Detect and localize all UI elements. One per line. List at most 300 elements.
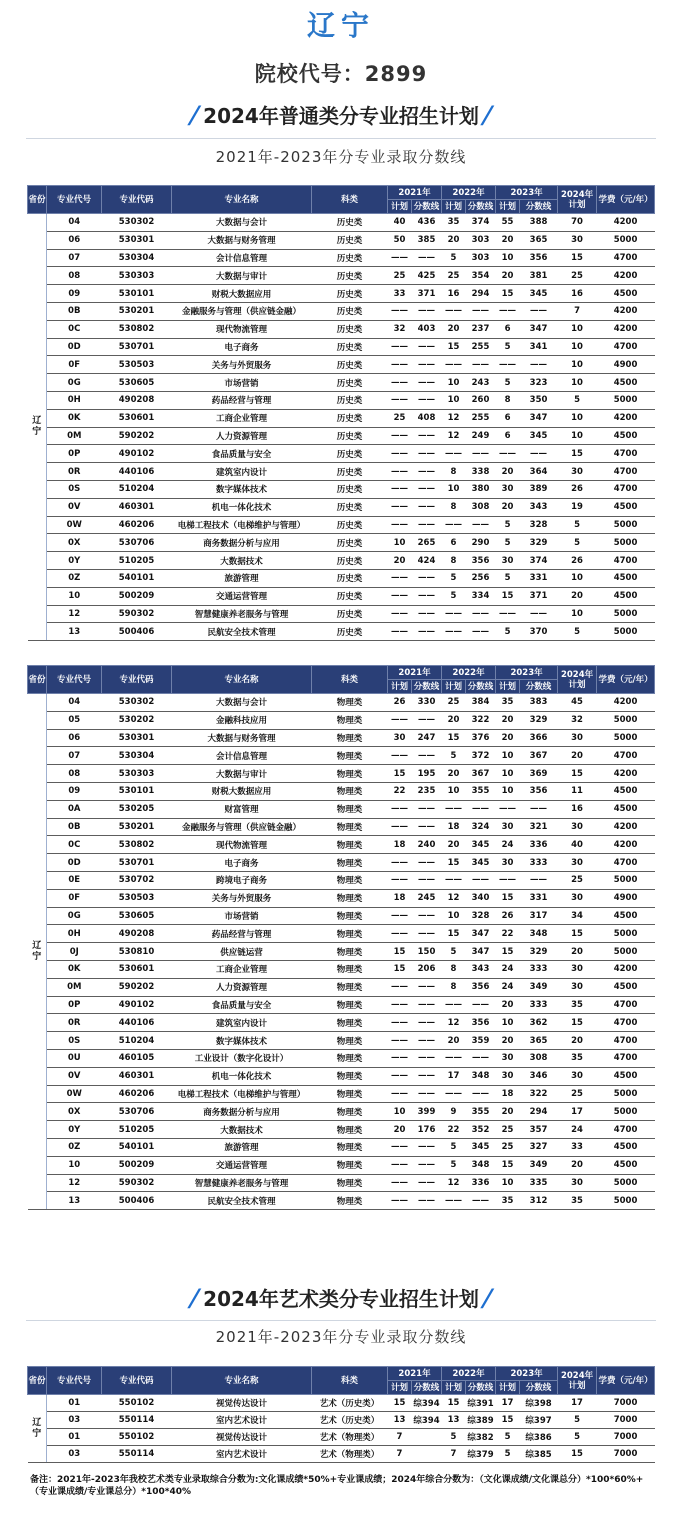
plan-2022-cell: ——	[442, 996, 466, 1014]
plan-2021-cell: 20	[388, 1121, 412, 1139]
plan-2023-cell: 6	[496, 320, 520, 338]
category-cell: 物理类	[312, 960, 388, 978]
plan-2021-cell: ——	[388, 1192, 412, 1210]
plan-2022-cell: 20	[442, 1032, 466, 1050]
header-major-code: 专业代号	[47, 186, 102, 214]
category-cell: 物理类	[312, 925, 388, 943]
table-row	[28, 836, 655, 854]
score-2021-cell: ——	[412, 569, 442, 587]
score-2023-cell: 383	[520, 694, 558, 712]
category-cell: 物理类	[312, 1032, 388, 1050]
score-2022-cell: 334	[466, 587, 496, 605]
header-major-name: 专业名称	[172, 186, 312, 214]
major-id-cell: 530802	[102, 836, 172, 854]
score-2023-cell: 294	[520, 1103, 558, 1121]
major-id-cell: 530304	[102, 249, 172, 267]
major-name-cell: 交通运营管理	[172, 587, 312, 605]
score-2022-cell: 348	[466, 1156, 496, 1174]
plan-2023-cell: 5	[496, 623, 520, 641]
plan-2021-cell: ——	[388, 569, 412, 587]
major-id-cell: 530605	[102, 907, 172, 925]
score-2021-cell: 176	[412, 1121, 442, 1139]
category-cell: 艺术（物理类）	[312, 1429, 388, 1446]
major-name-cell: 财富管理	[172, 800, 312, 818]
plan-2022-cell: 5	[442, 587, 466, 605]
major-code-cell: 0R	[47, 463, 102, 481]
major-name-cell: 商务数据分析与应用	[172, 1103, 312, 1121]
plan-2023-cell: 25	[496, 1121, 520, 1139]
plan-2023-cell: 8	[496, 391, 520, 409]
major-code-cell: 01	[47, 1429, 102, 1446]
score-2021-cell: ——	[412, 445, 442, 463]
score-2022-cell: 356	[466, 1014, 496, 1032]
plan-2024-cell: 20	[558, 1032, 597, 1050]
plan-2023-cell: 6	[496, 427, 520, 445]
table-row	[28, 463, 655, 481]
major-code-cell: 0V	[47, 1067, 102, 1085]
plan-2023-cell: 30	[496, 552, 520, 570]
major-name-cell: 民航安全技术管理	[172, 1192, 312, 1210]
plan-2023-cell: 25	[496, 1138, 520, 1156]
plan-2022-cell: 8	[442, 978, 466, 996]
score-2022-cell: 356	[466, 552, 496, 570]
table-row	[28, 1103, 655, 1121]
score-2021-cell: ——	[412, 374, 442, 392]
plan-2024-cell: 30	[558, 1174, 597, 1192]
major-name-cell: 旅游管理	[172, 569, 312, 587]
score-2021-cell: 245	[412, 889, 442, 907]
major-id-cell: 530702	[102, 871, 172, 889]
general-section-subtitle: 2021年-2023年分专业录取分数线	[215, 148, 467, 166]
plan-2023-cell: 20	[496, 1032, 520, 1050]
plan-2024-cell: 20	[558, 587, 597, 605]
fee-cell: 4200	[597, 267, 655, 285]
table-row	[28, 800, 655, 818]
fee-cell: 4200	[597, 409, 655, 427]
plan-2021-cell: 32	[388, 320, 412, 338]
major-code-cell: 12	[47, 1174, 102, 1192]
major-id-cell: 550102	[102, 1395, 172, 1412]
score-2022-cell: 综382	[466, 1429, 496, 1446]
category-cell: 历史类	[312, 463, 388, 481]
plan-2022-cell: 20	[442, 836, 466, 854]
plan-2021-cell: 10	[388, 1103, 412, 1121]
category-cell: 历史类	[312, 480, 388, 498]
score-2021-cell: 206	[412, 960, 442, 978]
plan-2023-cell: 17	[496, 1395, 520, 1412]
major-code-cell: 10	[47, 587, 102, 605]
plan-2021-cell: ——	[388, 605, 412, 623]
major-code-cell: 0D	[47, 338, 102, 356]
plan-2024-cell: 34	[558, 907, 597, 925]
major-id-cell: 530303	[102, 765, 172, 783]
plan-2022-cell: 15	[442, 338, 466, 356]
plan-2021-cell: ——	[388, 623, 412, 641]
plan-2022-cell: 18	[442, 818, 466, 836]
major-name-cell: 人力资源管理	[172, 978, 312, 996]
plan-2024-cell: 5	[558, 1429, 597, 1446]
plan-2024-cell: 30	[558, 818, 597, 836]
score-2022-cell: 290	[466, 534, 496, 552]
major-name-cell: 关务与外贸服务	[172, 889, 312, 907]
plan-2022-cell: 17	[442, 1067, 466, 1085]
plan-2023-cell: 15	[496, 1412, 520, 1429]
fee-cell: 4700	[597, 249, 655, 267]
plan-2022-cell: 5	[442, 1138, 466, 1156]
major-code-cell: 0S	[47, 1032, 102, 1050]
score-2021-cell: 436	[412, 214, 442, 232]
category-cell: 物理类	[312, 907, 388, 925]
slash-decoration-left: /	[186, 101, 203, 129]
fee-cell: 5000	[597, 623, 655, 641]
plan-2021-cell: 30	[388, 729, 412, 747]
plan-2021-cell: ——	[388, 1049, 412, 1067]
header-major-id: 专业代码	[102, 186, 172, 214]
score-2022-cell: 355	[466, 1103, 496, 1121]
score-2022-cell: 367	[466, 765, 496, 783]
score-2023-cell: ——	[520, 445, 558, 463]
category-cell: 历史类	[312, 302, 388, 320]
major-code-cell: 0Y	[47, 1121, 102, 1139]
plan-2024-cell: 32	[558, 711, 597, 729]
major-id-cell: 530503	[102, 356, 172, 374]
plan-2024-cell: 45	[558, 694, 597, 712]
plan-2024-cell: 7	[558, 302, 597, 320]
score-2022-cell: 347	[466, 943, 496, 961]
plan-2021-cell: ——	[388, 978, 412, 996]
table-row	[28, 516, 655, 534]
score-2023-cell: 345	[520, 427, 558, 445]
header-2024-plan: 2024年计划	[558, 1367, 597, 1395]
plan-2023-cell: 5	[496, 374, 520, 392]
major-name-cell: 智慧健康养老服务与管理	[172, 605, 312, 623]
major-name-cell: 现代物流管理	[172, 320, 312, 338]
category-cell: 物理类	[312, 1049, 388, 1067]
table-row	[28, 267, 655, 285]
major-name-cell: 金融科技应用	[172, 711, 312, 729]
plan-2023-cell: 10	[496, 765, 520, 783]
major-code-cell: 0B	[47, 818, 102, 836]
fee-cell: 4500	[597, 1138, 655, 1156]
header-2023: 2023年	[496, 1367, 558, 1381]
score-2022-cell: 324	[466, 818, 496, 836]
score-2021-cell: ——	[412, 1085, 442, 1103]
score-2023-cell: 349	[520, 1156, 558, 1174]
major-name-cell: 工商企业管理	[172, 960, 312, 978]
plan-2023-cell: 10	[496, 747, 520, 765]
header-province: 省份	[28, 186, 47, 214]
plan-2022-cell: 5	[442, 569, 466, 587]
score-2021-cell: ——	[412, 623, 442, 641]
score-2023-cell: 369	[520, 765, 558, 783]
major-code-cell: 13	[47, 623, 102, 641]
major-code-cell: 13	[47, 1192, 102, 1210]
plan-2024-cell: 33	[558, 1138, 597, 1156]
plan-2024-cell: 10	[558, 374, 597, 392]
table-row	[28, 1429, 655, 1446]
plan-2022-cell: 20	[442, 765, 466, 783]
table-row	[28, 854, 655, 872]
score-2022-cell: 372	[466, 747, 496, 765]
score-2023-cell: 349	[520, 978, 558, 996]
fee-cell: 4500	[597, 978, 655, 996]
category-cell: 历史类	[312, 356, 388, 374]
table-row	[28, 765, 655, 783]
plan-2021-cell: 26	[388, 694, 412, 712]
plan-2022-cell: ——	[442, 516, 466, 534]
category-cell: 历史类	[312, 445, 388, 463]
category-cell: 物理类	[312, 871, 388, 889]
major-id-cell: 460301	[102, 498, 172, 516]
fee-cell: 4200	[597, 765, 655, 783]
plan-2021-cell: ——	[388, 1156, 412, 1174]
fee-cell: 4500	[597, 587, 655, 605]
major-code-cell: 06	[47, 231, 102, 249]
plan-2023-cell: 20	[496, 729, 520, 747]
score-2022-cell: 338	[466, 463, 496, 481]
score-2023-cell: 356	[520, 249, 558, 267]
major-id-cell: 490102	[102, 996, 172, 1014]
plan-2024-cell: 5	[558, 623, 597, 641]
plan-2021-cell: 15	[388, 943, 412, 961]
score-2021-cell: ——	[412, 587, 442, 605]
score-2022-cell: ——	[466, 302, 496, 320]
fee-cell: 4500	[597, 782, 655, 800]
score-2022-cell: 348	[466, 1067, 496, 1085]
score-2022-cell: 综389	[466, 1412, 496, 1429]
fee-cell: 4200	[597, 960, 655, 978]
province-label: 辽宁	[32, 1417, 42, 1439]
table-row	[28, 1156, 655, 1174]
category-cell: 物理类	[312, 996, 388, 1014]
plan-2023-cell: ——	[496, 605, 520, 623]
category-cell: 历史类	[312, 587, 388, 605]
plan-2024-cell: 20	[558, 1156, 597, 1174]
score-2023-cell: 333	[520, 960, 558, 978]
major-id-cell: 460206	[102, 1085, 172, 1103]
score-2023-cell: 346	[520, 1067, 558, 1085]
table-row	[28, 1412, 655, 1429]
plan-2024-cell: 10	[558, 605, 597, 623]
plan-2021-cell: 10	[388, 534, 412, 552]
score-2021-cell: ——	[412, 302, 442, 320]
table-row	[28, 320, 655, 338]
fee-cell: 4700	[597, 747, 655, 765]
plan-2021-cell: ——	[388, 871, 412, 889]
plan-2021-cell: ——	[388, 427, 412, 445]
score-2023-cell: ——	[520, 800, 558, 818]
table-row	[28, 231, 655, 249]
plan-2022-cell: 20	[442, 711, 466, 729]
score-2023-cell: 333	[520, 996, 558, 1014]
plan-2023-cell: 35	[496, 694, 520, 712]
category-cell: 物理类	[312, 1174, 388, 1192]
table-row	[28, 605, 655, 623]
major-name-cell: 工商企业管理	[172, 409, 312, 427]
major-code-cell: 0C	[47, 836, 102, 854]
plan-2023-cell: 20	[496, 463, 520, 481]
major-id-cell: 490208	[102, 391, 172, 409]
major-code-cell: 0X	[47, 1103, 102, 1121]
header-2023: 2023年	[496, 186, 558, 200]
major-id-cell: 530301	[102, 729, 172, 747]
major-id-cell: 530605	[102, 374, 172, 392]
plan-2022-cell: 10	[442, 374, 466, 392]
plan-2023-cell: 24	[496, 978, 520, 996]
plan-2024-cell: 5	[558, 391, 597, 409]
plan-2022-cell: 35	[442, 214, 466, 232]
header-fee: 学费（元/年）	[597, 186, 655, 214]
plan-2023-cell: 18	[496, 1085, 520, 1103]
score-2023-cell: 329	[520, 943, 558, 961]
major-name-cell: 金融服务与管理（供应链金融）	[172, 818, 312, 836]
score-2021-cell: ——	[412, 800, 442, 818]
plan-2023-cell: 24	[496, 836, 520, 854]
plan-2023-cell: ——	[496, 800, 520, 818]
score-2022-cell: 255	[466, 338, 496, 356]
header-2022: 2022年	[442, 186, 496, 200]
table-row	[28, 374, 655, 392]
score-2022-cell: 260	[466, 391, 496, 409]
score-2021-cell: ——	[412, 427, 442, 445]
score-2023-cell: 365	[520, 1032, 558, 1050]
plan-2021-cell: 15	[388, 1395, 412, 1412]
plan-2021-cell: 15	[388, 765, 412, 783]
major-name-cell: 民航安全技术管理	[172, 623, 312, 641]
plan-2022-cell: 12	[442, 409, 466, 427]
score-2023-cell: 356	[520, 782, 558, 800]
plan-2023-cell: 15	[496, 943, 520, 961]
major-code-cell: 10	[47, 1156, 102, 1174]
plan-2021-cell: 20	[388, 552, 412, 570]
plan-2022-cell: 8	[442, 463, 466, 481]
major-name-cell: 交通运营管理	[172, 1156, 312, 1174]
table-row	[28, 747, 655, 765]
plan-2022-cell: 6	[442, 534, 466, 552]
score-2022-cell: 308	[466, 498, 496, 516]
header-major-id: 专业代码	[102, 1367, 172, 1395]
major-name-cell: 关务与外贸服务	[172, 356, 312, 374]
fee-cell: 5000	[597, 1174, 655, 1192]
table-row	[28, 818, 655, 836]
fee-cell: 5000	[597, 1085, 655, 1103]
plan-2023-cell: 5	[496, 569, 520, 587]
major-id-cell: 530301	[102, 231, 172, 249]
province-label: 辽宁	[32, 416, 42, 438]
plan-2022-cell: ——	[442, 605, 466, 623]
major-id-cell: 530601	[102, 409, 172, 427]
major-name-cell: 数字媒体技术	[172, 1032, 312, 1050]
major-code-cell: 12	[47, 605, 102, 623]
fee-cell: 5000	[597, 1103, 655, 1121]
score-2021-cell: ——	[412, 1138, 442, 1156]
score-2021-cell: ——	[412, 711, 442, 729]
major-code-cell: 03	[47, 1446, 102, 1463]
score-2022-cell: 345	[466, 1138, 496, 1156]
plan-2024-cell: 5	[558, 534, 597, 552]
fee-cell: 5000	[597, 943, 655, 961]
major-code-cell: 0W	[47, 516, 102, 534]
table-row	[28, 427, 655, 445]
table-row	[28, 338, 655, 356]
major-id-cell: 530701	[102, 338, 172, 356]
score-2022-cell: 255	[466, 409, 496, 427]
major-code-cell: 0K	[47, 960, 102, 978]
major-code-cell: 0H	[47, 391, 102, 409]
major-id-cell: 550114	[102, 1412, 172, 1429]
score-2021-cell: 399	[412, 1103, 442, 1121]
plan-2023-cell: 10	[496, 782, 520, 800]
category-cell: 历史类	[312, 552, 388, 570]
table-row	[28, 1032, 655, 1050]
major-id-cell: 530503	[102, 889, 172, 907]
major-name-cell: 大数据技术	[172, 552, 312, 570]
header-score: 分数线	[466, 1381, 496, 1395]
category-cell: 历史类	[312, 338, 388, 356]
score-2022-cell: 343	[466, 960, 496, 978]
header-plan: 计划	[442, 680, 466, 694]
score-2023-cell: 329	[520, 711, 558, 729]
major-code-cell: 0V	[47, 498, 102, 516]
slash-decoration-right: /	[479, 1284, 496, 1312]
plan-2021-cell: ——	[388, 302, 412, 320]
major-code-cell: 07	[47, 747, 102, 765]
score-2023-cell: 357	[520, 1121, 558, 1139]
major-name-cell: 视觉传达设计	[172, 1395, 312, 1412]
table-row	[28, 1085, 655, 1103]
plan-2024-cell: 70	[558, 214, 597, 232]
score-2021-cell: ——	[412, 463, 442, 481]
header-plan: 计划	[442, 200, 466, 214]
major-code-cell: 0G	[47, 374, 102, 392]
table-row	[28, 409, 655, 427]
major-code-cell: 08	[47, 765, 102, 783]
fee-cell: 4700	[597, 1032, 655, 1050]
major-id-cell: 500209	[102, 1156, 172, 1174]
plan-2024-cell: 10	[558, 338, 597, 356]
major-id-cell: 530701	[102, 854, 172, 872]
major-code-cell: 0C	[47, 320, 102, 338]
footnote: 备注：2021年-2023年我校艺术类专业录取综合分数为:文化课成绩*50%+专业课成绩；2024年综合分数为：（文化课成绩/文化课总分）*100*60%+（专业课成绩/专业课总分）*100*40%	[30, 1475, 644, 1497]
plan-2022-cell: 5	[442, 249, 466, 267]
plan-2024-cell: 35	[558, 996, 597, 1014]
plan-2022-cell: ——	[442, 1049, 466, 1067]
category-cell: 物理类	[312, 782, 388, 800]
score-2022-cell: 345	[466, 836, 496, 854]
plan-2023-cell: 5	[496, 338, 520, 356]
score-2021-cell: ——	[412, 249, 442, 267]
category-cell: 历史类	[312, 374, 388, 392]
fee-cell: 4700	[597, 1014, 655, 1032]
plan-2022-cell: 9	[442, 1103, 466, 1121]
score-2022-cell: 376	[466, 729, 496, 747]
plan-2022-cell: ——	[442, 445, 466, 463]
major-code-cell: 04	[47, 694, 102, 712]
fee-cell: 4200	[597, 694, 655, 712]
score-2022-cell: ——	[466, 623, 496, 641]
major-name-cell: 食品质量与安全	[172, 996, 312, 1014]
score-2021-cell: 235	[412, 782, 442, 800]
category-cell: 物理类	[312, 1156, 388, 1174]
plan-2022-cell: 16	[442, 285, 466, 303]
major-code-cell: 05	[47, 711, 102, 729]
score-2023-cell: 308	[520, 1049, 558, 1067]
plan-2024-cell: 15	[558, 445, 597, 463]
fee-cell: 4500	[597, 800, 655, 818]
major-code-cell: 0F	[47, 356, 102, 374]
major-id-cell: 550102	[102, 1429, 172, 1446]
fee-cell: 4700	[597, 854, 655, 872]
